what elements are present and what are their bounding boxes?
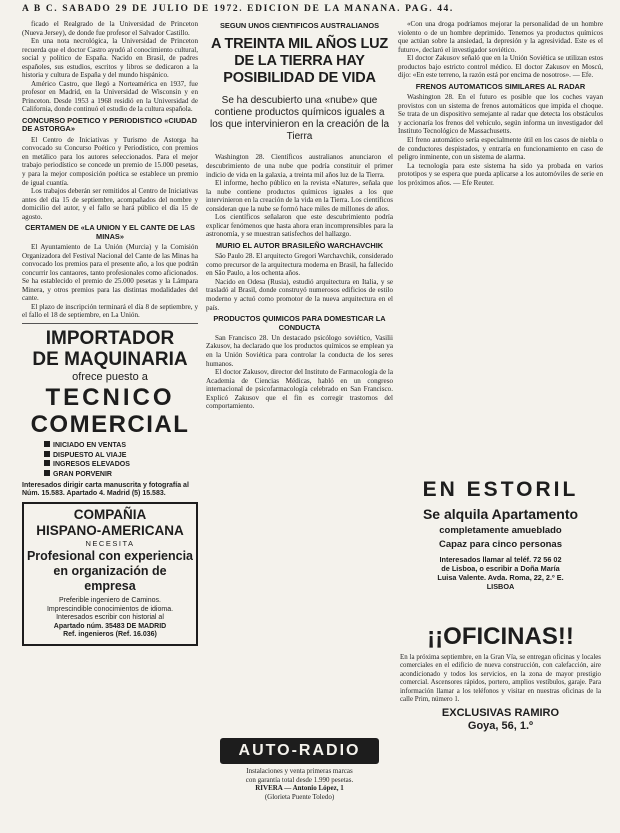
paragraph: El plazo de inscripción terminará el día 8 de septiembre, y el fallo el 18 de septiembre, en La Unión. bbox=[22, 302, 198, 320]
bullet-square-icon bbox=[44, 451, 50, 457]
ad-profesional: Profesional con experiencia bbox=[26, 549, 194, 564]
ad-line: Imprescindible conocimientos de idioma. bbox=[46, 605, 174, 613]
main-headline: A TREINTA MIL AÑOS LUZ DE LA TIERRA HAY POSIBILIDAD DE VIDA bbox=[210, 36, 389, 87]
paragraph: El informe, hecho público en la revista «Nature», señala que la nube contiene productos químicos iguales a los que intervinieron en la creación de la vida en la Tierra. Los científicos consideran que la nube se formó hace miles de millones de años. bbox=[206, 179, 393, 213]
paragraph: El freno automático sería especialmente útil en los casos de niebla o de conductores despistados, y entraría en funcionamiento en caso de peligro inminente, con un sistema de alarma. bbox=[398, 135, 603, 162]
paragraph: «Con una droga podríamos mejorar la personalidad de un hombre violento o de un hombre deprimido. Tenemos ya productos químicos que actúan sobre la ansiedad, la depresión y la agresividad. Este es el futuro», declaró el investigador soviético. bbox=[398, 20, 603, 54]
ad-line: con garantía total desde 1.990 pesetas. bbox=[245, 775, 354, 784]
importador-ad bbox=[22, 327, 198, 502]
estoril-title: EN ESTORIL bbox=[422, 478, 579, 501]
ad-line: LISBOA bbox=[486, 582, 515, 591]
estoril-furnished: completamente amueblado bbox=[439, 525, 562, 536]
ad-line: RIVERA — Antonio López, 1 bbox=[255, 784, 344, 792]
ad-offer: ofrece puesto a bbox=[72, 371, 148, 384]
ad-compania: COMPAÑIA bbox=[73, 507, 147, 523]
main-article bbox=[206, 153, 393, 238]
ad-line: Preferible ingeniero de Caminos. bbox=[59, 597, 161, 605]
astorga-headline: CONCURSO POETICO Y PERIODISTICO «CIUDAD DE ASTORGA» bbox=[22, 116, 198, 134]
ad-line: de Lisboa, o escribir a Doña María bbox=[441, 564, 560, 573]
oficinas-title: ¡¡OFICINAS!! bbox=[427, 623, 574, 650]
ramiro-title: EXCLUSIVAS RAMIRO bbox=[441, 707, 560, 720]
kicker: SEGUN UNOS CIENTIFICOS AUSTRALIANOS bbox=[219, 21, 380, 30]
ad-tecnico: TECNICO bbox=[45, 384, 175, 412]
estoril-capacity: Capaz para cinco personas bbox=[438, 539, 563, 550]
quimicos-headline: PRODUCTOS QUIMICOS PARA DOMESTICAR LA CONDUCTA bbox=[213, 314, 386, 332]
ad-footer: Interesados dirigir carta manuscrita y fotografía al Núm. 15.583. Apartado 4. Madrid (5) 15.583. bbox=[22, 482, 189, 498]
paragraph: El doctor Zakusov, director del Instituto de Farmacología de la Academia de Ciencias Médicas, habló en un congreso internacional de psicofarmacología celebrado en San Francisco. Explicó Zakusov que el fin es corregir trastornos del comportamiento. bbox=[206, 368, 393, 411]
ad-details bbox=[26, 594, 194, 640]
paragraph: Nacido en Odesa (Rusia), estudió arquitectura en Italia, y se trasladó al Brasil, donde construyó numerosos edificios de estilo moderno y actuó como promotor de la nueva arquitectura en el país. bbox=[206, 277, 393, 312]
warchavchik-headline: MURIO EL AUTOR BRASILEÑO WARCHAVCHIK bbox=[215, 240, 384, 250]
ad-requirements bbox=[22, 438, 198, 479]
auto-radio-details bbox=[206, 764, 393, 801]
ad-line: Instalaciones y venta primeras marcas bbox=[246, 767, 353, 775]
bullet-square-icon bbox=[44, 470, 50, 476]
estoril-subtitle: Se alquila Apartamento bbox=[422, 506, 579, 522]
paragraph: El doctor Zakusov señaló que en la Unión Soviética se utilizan estos productos bajo estricto control médico. El doctor Zakusov en Moscú, dijo: «En este terreno, la razón está por encima de nosotros». — Efe. bbox=[398, 54, 603, 80]
requirement: DISPUESTO AL VIAJE bbox=[44, 451, 198, 461]
ad-title-importador: IMPORTADOR bbox=[45, 328, 175, 350]
ramiro-address: Goya, 56, 1.º bbox=[467, 720, 534, 733]
astorga-article bbox=[22, 136, 198, 221]
ad-line: Apartado núm. 35483 DE MADRID bbox=[53, 622, 167, 630]
la-union-article bbox=[22, 243, 198, 320]
ad-line: (Glorieta Puente Toledo) bbox=[264, 792, 335, 801]
warchavchik-article bbox=[206, 252, 393, 312]
ad-line: Ref. ingenieros (Ref. 16.036) bbox=[63, 631, 157, 639]
column-1 bbox=[22, 20, 198, 828]
paragraph: San Francisco 28. Un destacado psicólogo soviético, Vasilii Zakusov, ha declarado que los productos químicos se emplean ya en la Unión Soviética para controlar la conducta de los seres humanos. bbox=[206, 333, 393, 368]
quimicos-article bbox=[206, 334, 393, 411]
column-3-intro bbox=[398, 20, 603, 80]
requirement: INGRESOS ELEVADOS bbox=[44, 460, 198, 470]
paragraph: La tecnología para este sistema ha sido ya probada en varios prototipos y se espera que pueda aplicarse a los automóviles de serie en los próximos años. — Efe Reuter. bbox=[398, 161, 603, 187]
paragraph: Américo Castro, que llegó a Norteamérica en 1937, fue profesor en Madrid, en la Universidad de Wisconsin y en Princeton. Desde 1953 a 1968 residió en la Universidad de California, donde continuó el estudio de la cultura española. bbox=[22, 79, 198, 114]
requirement: GRAN PORVENIR bbox=[44, 470, 198, 480]
ad-line: Interesados llamar al teléf. 72 56 02 bbox=[439, 555, 562, 564]
divider bbox=[22, 323, 198, 324]
ad-line: Luisa Valente. Avda. Roma, 22, 2.º E. bbox=[437, 573, 564, 582]
paragraph: Los científicos señalaron que este descubrimiento podría explicar fenómenos que hasta ahora eran incomprensibles para la astronomía, y se muestran satisfechos del hallazgo. bbox=[206, 213, 393, 239]
paragraph: En una nota necrológica, la Universidad de Princeton recuerda que el doctor Castro ayudó al conocimiento cultural, social y político de España. Nacido en Brasil, de padres españoles, sus estudios, escritos y libros se dedicaron a la historia y cultura de España y del mundo hispánico. bbox=[22, 37, 198, 80]
paragraph: Washington 28. En el futuro es posible que los coches vayan provistos con un sistema de frenos automáticos que impida el choque. Se trata de un dispositivo semejante al radar que detecta los obstáculos y accionaría los frenos del vehículo, según informa un investigador del Instituto Tecnológico de Massachusetts. bbox=[398, 93, 603, 136]
column-1-intro bbox=[22, 20, 198, 114]
page-header: A B C. SABADO 29 DE JULIO DE 1972. EDICION DE LA MAÑANA. PAG. 44. bbox=[22, 4, 454, 14]
compania-ad bbox=[22, 502, 198, 646]
column-2 bbox=[206, 20, 393, 826]
ad-necesita: NECESITA bbox=[85, 539, 135, 549]
paragraph: Washington 28. Científicos australianos anunciaron el descubrimiento de una nube que podría constituir el primer indicio de vida en la galaxia, a treinta mil años luz de la Tierra. bbox=[206, 153, 393, 179]
ad-title-maquinaria: DE MAQUINARIA bbox=[32, 349, 188, 371]
paragraph: ficado el Realgrado de la Universidad de Princeton (Nueva Jersey), de donde fue profesor el Salvador Castillo. bbox=[22, 20, 198, 37]
frenos-article bbox=[398, 93, 603, 187]
oficinas-ad bbox=[400, 620, 601, 733]
bullet-square-icon bbox=[44, 460, 50, 466]
ad-organizacion: en organización de empresa bbox=[53, 564, 167, 594]
frenos-headline: FRENOS AUTOMATICOS SIMILARES AL RADAR bbox=[415, 81, 586, 91]
ad-hispano-americana: HISPANO-AMERICANA bbox=[36, 523, 184, 539]
estoril-contact bbox=[400, 551, 601, 591]
paragraph: São Paulo 28. El arquitecto Gregori Warchavchik, considerado como precursor de la arquitectura moderna en Brasil, ha fallecido en São Paulo, a los ochenta años. bbox=[206, 252, 393, 278]
ad-line: Interesados escribir con historial al bbox=[56, 614, 164, 622]
auto-radio-banner: AUTO-RADIO bbox=[220, 738, 379, 764]
oficinas-text: En la próxima septiembre, en la Gran Vía, se entregan oficinas y locales comerciales en el edificio de nueva construcción, con calefacción, aire acondicionado y todos los servicios, en la zona de mayor prestigio comercial. Ascensores rápidos, portero, amplios vestíbulos, garaje. Para información llamar a los teléfonos y visitar en nuestras oficinas de la calle Prim, número 1. bbox=[400, 654, 601, 704]
paragraph: El Centro de Iniciativas y Turismo de Astorga ha convocado su Concurso Poético y Periodístico, con premios en metálico para los autores seleccionados. Para el mejor trabajo periodístico se concede un premio de 15.000 pesetas, y para la mejor composición poética se establece un premio de igual cuantía. bbox=[22, 135, 198, 187]
bullet-square-icon bbox=[44, 441, 50, 447]
estoril-ad bbox=[400, 476, 601, 591]
requirement: INICIADO EN VENTAS bbox=[44, 441, 198, 451]
main-subheadline: Se ha descubierto una «nube» que contiene productos químicos iguales a los que intervinieron en la creación de la Tierra bbox=[210, 95, 389, 143]
la-union-headline: CERTAMEN DE «LA UNION Y EL CANTE DE LAS MINAS» bbox=[24, 223, 195, 241]
paragraph: El Ayuntamiento de La Unión (Murcia) y la Comisión Organizadora del Festival Nacional del Cante de las Minas ha convocado los premios para el presente año, a los que podrán concurrir los cantaores, tanto profesionales como aficionados. Se ha establecido el premio de 25.000 pesetas y la Lámpara Minera, y otros premios para las distintas modalidades del cante. bbox=[22, 243, 198, 303]
ad-comercial: COMERCIAL bbox=[30, 411, 190, 439]
column-3 bbox=[398, 20, 603, 826]
auto-radio-ad bbox=[206, 738, 393, 801]
paragraph: Los trabajos deberán ser remitidos al Centro de Iniciativas antes del día 15 de septiembre, acompañados del nombre y domicilio del autor, y el fallo se hará público el día 15 de agosto. bbox=[22, 187, 198, 221]
